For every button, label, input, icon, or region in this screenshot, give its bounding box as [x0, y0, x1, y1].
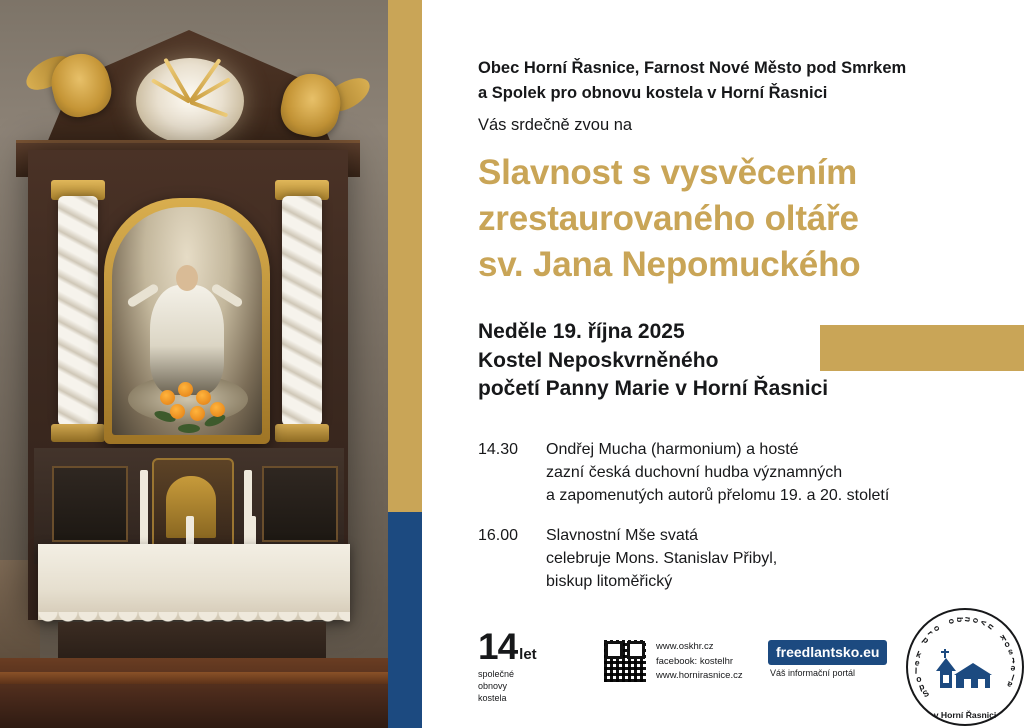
altar-photograph: [0, 0, 388, 728]
gold-accent-bar: [388, 0, 422, 512]
program-description-line: Slavnostní Mše svatá: [546, 526, 699, 544]
altar-panel-left: [52, 466, 128, 542]
flower-shape: [190, 406, 205, 421]
logo-text-char: t: [1011, 655, 1015, 666]
twisted-column-left: [58, 196, 98, 426]
logo-text-char: p: [917, 680, 926, 693]
program-time: 16.00: [478, 526, 519, 544]
flower-shape: [210, 402, 225, 417]
anniversary-subtitle-line: kostela: [478, 693, 507, 704]
program-description-line: biskup litoměřický: [546, 572, 673, 590]
column-base: [275, 424, 329, 442]
logo-text-char: l: [914, 665, 918, 676]
blue-accent-bar: [388, 512, 422, 728]
logo-text-char: b: [955, 617, 965, 623]
program-item: [478, 524, 998, 594]
web-links: [656, 640, 743, 684]
program-description-line: a zapomenutých autorů přelomu 19. a 20. století: [546, 487, 890, 505]
logo-text-char: o: [931, 623, 943, 633]
anniversary-subtitle: [478, 668, 558, 704]
logo-text-char: e: [1009, 663, 1016, 675]
logo-text-char: p: [920, 634, 932, 646]
flower-shape: [170, 404, 185, 419]
freedlantsko-name: freedlantsko.eu: [768, 640, 887, 665]
event-datetime-venue: [478, 318, 898, 404]
event-date: Neděle 19. října 2025: [478, 320, 685, 343]
facebook-link[interactable]: facebook: kostelhr: [656, 655, 734, 667]
intro-line-3: Vás srdečně zvou na: [478, 115, 633, 134]
program-description: [546, 438, 889, 508]
logo-text-char: a: [1004, 679, 1014, 691]
logo-text-char: o: [1003, 639, 1012, 651]
logo-text-char: k: [998, 632, 1008, 644]
venue-line-1: Kostel Neposkvrněného: [478, 348, 719, 372]
anniversary-subtitle-line: obnovy: [478, 681, 508, 692]
logo-text-char: k: [914, 648, 923, 660]
qr-code-icon[interactable]: [604, 640, 646, 682]
logo-circular-text: [906, 608, 1024, 726]
logo-text-char: o: [946, 617, 958, 625]
candle: [140, 470, 148, 550]
logo-bottom-text: v Horní Řasnici: [933, 710, 997, 720]
freedlantsko-logo[interactable]: [768, 640, 896, 678]
column-base: [51, 424, 105, 442]
bench-edge: [0, 672, 388, 684]
anniversary-badge: [478, 628, 558, 704]
flower-shape: [178, 382, 193, 397]
altar-cloth: [38, 544, 350, 620]
program-description-line: celebruje Mons. Stanislav Přibyl,: [546, 549, 778, 567]
program-item: [478, 438, 998, 508]
flower-shape: [160, 390, 175, 405]
twisted-column-right: [282, 196, 322, 426]
intro-block: [478, 56, 978, 137]
program-list: [478, 438, 998, 609]
intro-line-1: Obec Horní Řasnice, Farnost Nové Město pod Smrkem: [478, 59, 907, 77]
logo-text-char: r: [925, 628, 936, 638]
anniversary-subtitle-line: společné: [478, 669, 515, 679]
footer: [478, 616, 1018, 720]
logo-text-char: u: [985, 621, 997, 633]
logo-text-char: v: [978, 618, 990, 628]
poster-content: [422, 0, 1024, 728]
website-link[interactable]: www.oskhr.cz: [656, 641, 714, 652]
logo-text-char: s: [1007, 647, 1015, 659]
spolek-logo: [906, 608, 1024, 726]
logo-text-char: l: [1010, 672, 1016, 683]
title-line-1: Slavnost s vysvěcením: [478, 153, 858, 192]
title-line-2: zrestaurovaného oltáře: [478, 199, 859, 239]
logo-text-char: e: [914, 657, 921, 668]
flower-shape: [196, 390, 211, 405]
leaf-shape: [178, 424, 200, 433]
municipality-website-link[interactable]: www.hornirasnice.cz: [656, 670, 743, 682]
program-description: [546, 524, 777, 594]
church-bench: [0, 658, 388, 728]
saint-head: [176, 265, 198, 291]
logo-text-char: n: [962, 616, 974, 623]
logo-text-char: S: [920, 687, 931, 700]
program-description-line: Ondřej Mucha (harmonium) a hosté: [546, 441, 799, 458]
intro-line-2: a Spolek pro obnovu kostela v Horní Řasnici: [478, 83, 828, 102]
anniversary-unit: let: [519, 646, 537, 663]
altar-panel-right: [262, 466, 338, 542]
freedlantsko-tagline: Váš informační portál: [770, 668, 856, 678]
program-time: 14.30: [478, 441, 519, 458]
logo-text-char: o: [915, 673, 923, 685]
venue-line-2: početí Panny Marie v Horní Řasnici: [478, 377, 829, 401]
page-title: [478, 150, 998, 289]
program-description-line: zazní česká duchovní hudba významných: [546, 464, 843, 482]
title-line-3: sv. Jana Nepomuckého: [478, 245, 861, 285]
logo-text-char: o: [970, 616, 982, 625]
flower-bouquet: [150, 378, 236, 438]
anniversary-number: 14: [478, 626, 518, 667]
